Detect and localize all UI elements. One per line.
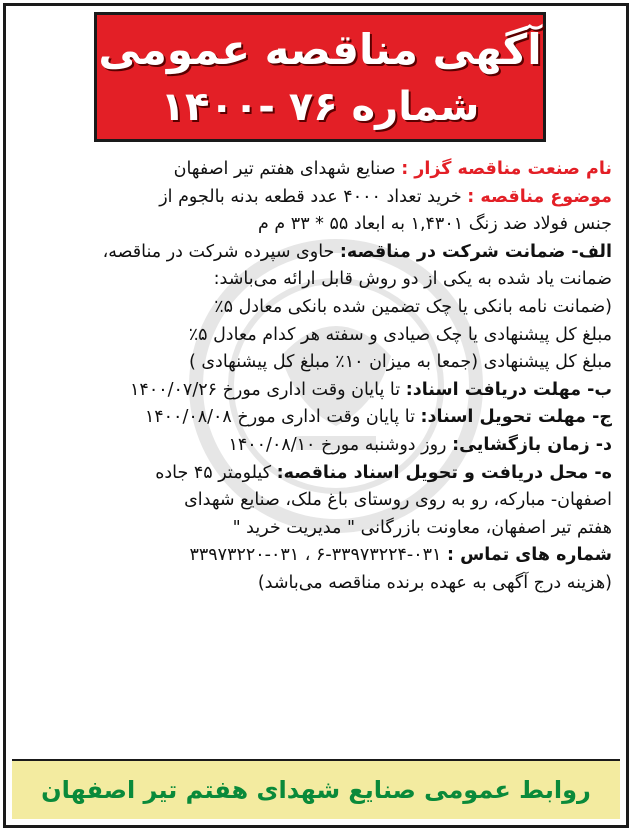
- receive-deadline-label: ب- مهلت دریافت اسناد:: [405, 379, 612, 400]
- organizer-value: صنایع شهدای هفتم تیر اصفهان: [173, 159, 396, 179]
- guarantee-text-4: مبلغ کل پیشنهادی یا چک صیادی و سفته هر کدام معادل ۵٪: [188, 324, 612, 345]
- subject-line: [20, 184, 612, 212]
- receive-deadline-value: تا پایان وقت اداری مورخ ۱۴۰۰/۰۷/۲۶: [130, 379, 401, 400]
- subject-label: موضوع مناقصه :: [467, 186, 612, 207]
- location-text-2: اصفهان- مبارکه، رو به روی روستای باغ ملک، صنایع شهدای: [184, 490, 612, 511]
- phone-value: ۰۳۱-۳۳۹۷۳۲۲۴-۶ ، ۰۳۱-۳۳۹۷۳۲۲۰: [189, 545, 442, 566]
- deliver-deadline-value: تا پایان وقت اداری مورخ ۱۴۰۰/۰۸/۰۸: [144, 407, 415, 428]
- location-text-1: کیلومتر ۴۵ جاده: [155, 462, 272, 483]
- location-label: ه- محل دریافت و تحویل اسناد مناقصه:: [276, 462, 612, 483]
- guarantee-text-1: حاوی سپرده شرکت در مناقصه،: [102, 241, 335, 262]
- title-banner: [94, 12, 546, 142]
- title-line-2: شماره ۷۶ -۱۴۰۰: [160, 84, 480, 130]
- guarantee-line: [20, 239, 612, 267]
- fee-note: (هزینه درج آگهی به عهده برنده مناقصه می‌باشد): [257, 572, 612, 593]
- organizer-line: [20, 156, 612, 184]
- opening-line: [20, 432, 612, 460]
- location-line: [20, 460, 612, 488]
- guarantee-text-3: (ضمانت نامه بانکی یا چک تضمین شده بانکی معادل ۵٪: [214, 296, 612, 317]
- title-line-1: آگهی مناقصه عمومی: [98, 25, 542, 74]
- footer-credit: روابط عمومی صنایع شهدای هفتم تیر اصفهان: [12, 761, 620, 819]
- opening-value: روز دوشنبه مورخ ۱۴۰۰/۰۸/۱۰: [228, 434, 447, 455]
- opening-label: د- زمان بازگشایی:: [452, 434, 612, 455]
- guarantee-text-2: ضمانت یاد شده به یکی از دو روش قابل ارائه می‌باشد:: [213, 269, 612, 290]
- subject-value: خرید تعداد ۴۰۰۰ عدد قطعه بدنه بالجوم از: [159, 186, 462, 207]
- organizer-label: نام صنعت مناقصه گزار :: [401, 159, 612, 179]
- phone-line: [20, 542, 612, 570]
- location-text-3: هفتم تیر اصفهان، معاونت بازرگانی " مدیریت خرید ": [232, 517, 612, 538]
- deliver-deadline-line: [20, 404, 612, 432]
- ad-body: [20, 156, 612, 598]
- receive-deadline-line: [20, 377, 612, 405]
- guarantee-label: الف- ضمانت شرکت در مناقصه:: [339, 241, 612, 262]
- deliver-deadline-label: ج- مهلت تحویل اسناد:: [420, 407, 612, 428]
- phone-label: شماره های تماس :: [447, 545, 612, 566]
- advertisement-frame: [3, 3, 629, 828]
- guarantee-text-5: مبلغ کل پیشنهادی (جمعا به میزان ۱۰٪ مبلغ کل پیشنهادی ): [188, 352, 612, 373]
- subject-continuation: جنس فولاد ضد زنگ ۱,۴۳۰۱ به ابعاد ۵۵ * ۳۳ م م: [258, 214, 612, 235]
